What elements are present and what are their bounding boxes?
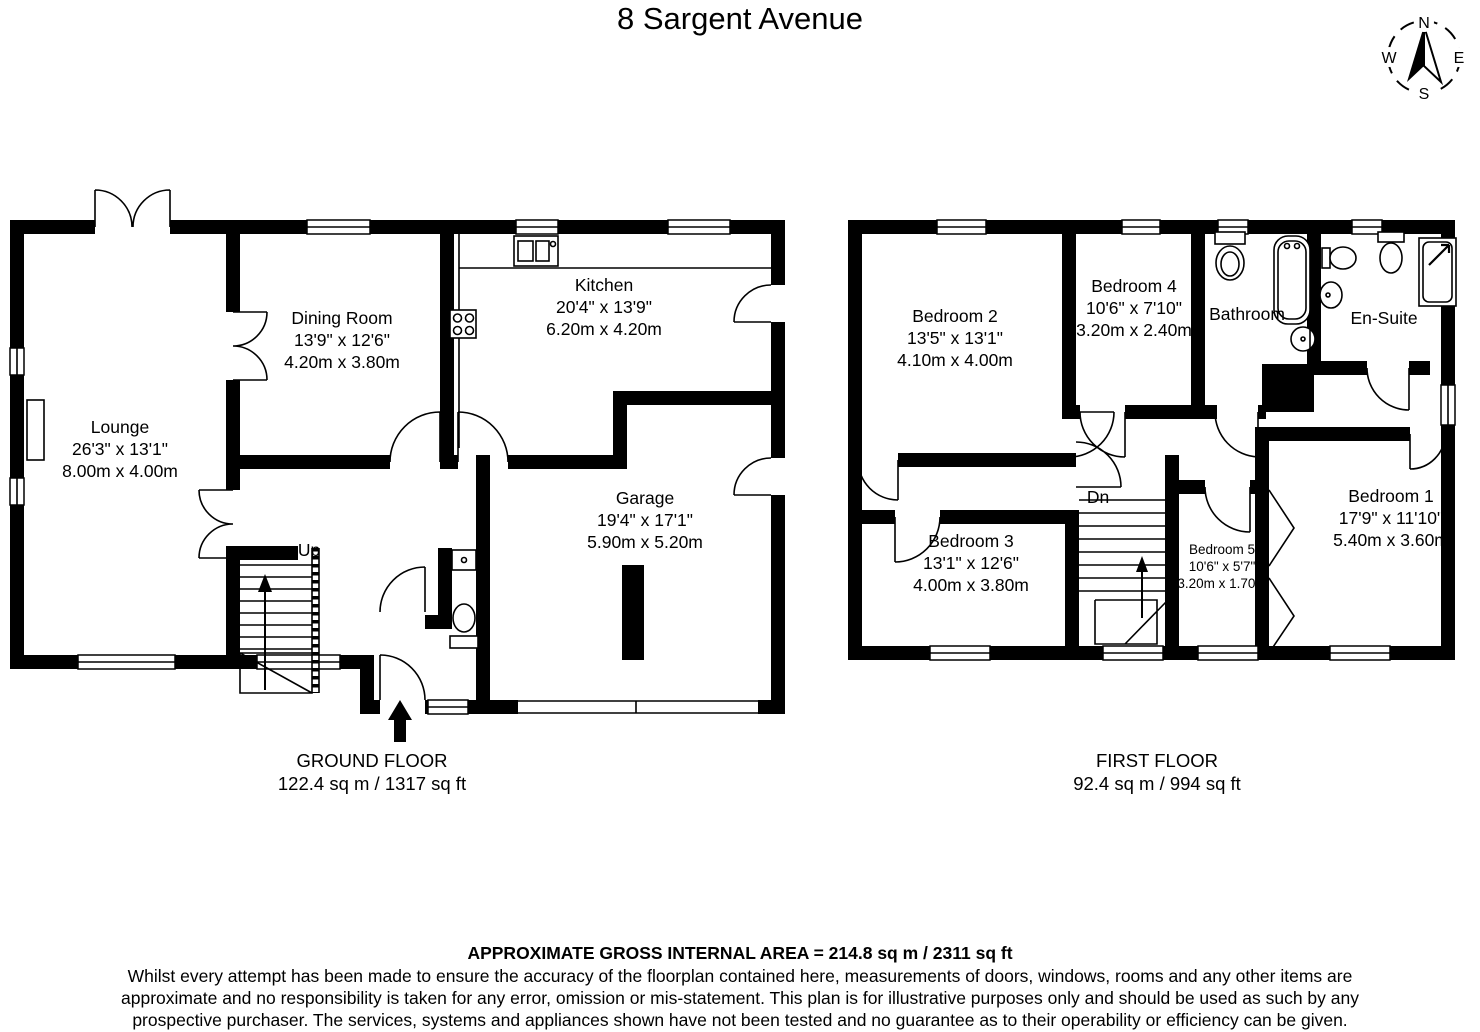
bedroom-1-dims-imperial: 17'9" x 11'10" <box>1338 508 1444 528</box>
lounge-dims-metric: 8.00m x 4.00m <box>62 461 178 481</box>
garage-dims-imperial: 19'4" x 17'1" <box>597 510 693 530</box>
bedroom-4-dims-imperial: 10'6" x 7'10" <box>1086 298 1182 318</box>
kitchen-dims-metric: 6.20m x 4.20m <box>546 319 662 339</box>
bathroom-toilet-icon <box>1215 232 1245 280</box>
chimney-block <box>1262 364 1314 412</box>
bedroom-5-dims-imperial: 10'6" x 5'7" <box>1188 559 1256 574</box>
dining-room-name: Dining Room <box>291 308 393 328</box>
bedroom-2-dims-imperial: 13'5" x 13'1" <box>907 328 1003 348</box>
ground-floor-title: GROUND FLOOR <box>296 750 448 771</box>
compass-rose <box>1379 12 1469 103</box>
garage-pillar <box>622 565 644 660</box>
ensuite-bidet-icon <box>1322 247 1356 269</box>
disclaimer-line-2: approximate and no responsibility is taken for any error, omission or mis-statement. This plan is for illustrative purposes only and should be used as such by any <box>121 988 1359 1008</box>
bedroom-5-dims-metric: 3.20m x 1.70m <box>1177 576 1267 591</box>
garage-dims-metric: 5.90m x 5.20m <box>587 532 703 552</box>
kitchen-name: Kitchen <box>574 275 634 295</box>
bedroom-4-dims-metric: 3.20m x 2.40m <box>1076 320 1192 340</box>
lounge-radiator <box>27 400 44 460</box>
compass-north-label: N <box>1418 15 1430 32</box>
bedroom-2-dims-metric: 4.10m x 4.00m <box>897 350 1013 370</box>
compass-south-label: S <box>1418 86 1430 103</box>
gross-internal-area: APPROXIMATE GROSS INTERNAL AREA = 214.8 sq m / 2311 sq ft <box>467 943 1013 963</box>
bedroom-4-name: Bedroom 4 <box>1091 276 1177 296</box>
disclaimer-line-1: Whilst every attempt has been made to ensure the accuracy of the floorplan contained here, measurements of doors, windows, rooms and any other items are <box>127 966 1353 986</box>
first-floor-plan <box>848 220 1456 794</box>
page-title: 8 Sargent Avenue <box>617 1 863 36</box>
stairs-up-label: Up <box>297 540 321 560</box>
bathroom-sink-icon <box>1291 327 1315 351</box>
bathroom-name: Bathroom <box>1209 304 1285 324</box>
disclaimer-line-3: prospective purchaser. The services, systems and appliances shown have not been tested and no guarantee as to their operability or efficiency can be given. <box>132 1010 1348 1030</box>
bedroom-2-name: Bedroom 2 <box>912 306 998 326</box>
compass-west-label: W <box>1381 50 1397 67</box>
shower-icon <box>1419 238 1456 306</box>
bedroom-3-name: Bedroom 3 <box>928 531 1014 551</box>
compass-east-label: E <box>1453 50 1465 67</box>
kitchen-sink-icon <box>514 236 558 266</box>
lounge-dims-imperial: 26'3" x 13'1" <box>72 439 168 459</box>
bedroom-1-dims-metric: 5.40m x 3.60m <box>1333 530 1449 550</box>
wc-sink-icon <box>452 550 476 570</box>
kitchen-hob-icon <box>450 310 476 338</box>
first-floor-area: 92.4 sq m / 994 sq ft <box>1073 773 1241 794</box>
ground-floor-plan <box>10 190 785 794</box>
ensuite-sink-icon <box>1320 282 1342 308</box>
wc-toilet-icon <box>450 604 478 648</box>
ground-floor-room-labels <box>62 275 703 560</box>
compass-needle-icon <box>1407 26 1424 82</box>
stairs-down-label: Dn <box>1086 487 1110 507</box>
dining-room-dims-metric: 4.20m x 3.80m <box>284 352 400 372</box>
first-floor-stairs <box>1079 490 1166 645</box>
bedroom-3-dims-imperial: 13'1" x 12'6" <box>923 553 1019 573</box>
dining-room-dims-imperial: 13'9" x 12'6" <box>294 330 390 350</box>
ground-floor-area: 122.4 sq m / 1317 sq ft <box>277 773 467 794</box>
footer <box>0 941 1480 1031</box>
entrance-arrow-icon <box>388 700 412 742</box>
kitchen-dims-imperial: 20'4" x 13'9" <box>556 297 652 317</box>
garage-door <box>518 701 758 713</box>
bedroom-3-dims-metric: 4.00m x 3.80m <box>913 575 1029 595</box>
first-floor-title: FIRST FLOOR <box>1096 750 1218 771</box>
bedroom-1-name: Bedroom 1 <box>1348 486 1434 506</box>
bedroom-5-name: Bedroom 5 <box>1188 542 1256 557</box>
ensuite-name: En-Suite <box>1350 308 1418 328</box>
garage-name: Garage <box>615 488 675 508</box>
wardrobe-doors <box>1269 490 1294 653</box>
lounge-name: Lounge <box>90 417 150 437</box>
ensuite-toilet-icon <box>1378 232 1404 273</box>
ground-floor-stairs <box>240 548 319 693</box>
